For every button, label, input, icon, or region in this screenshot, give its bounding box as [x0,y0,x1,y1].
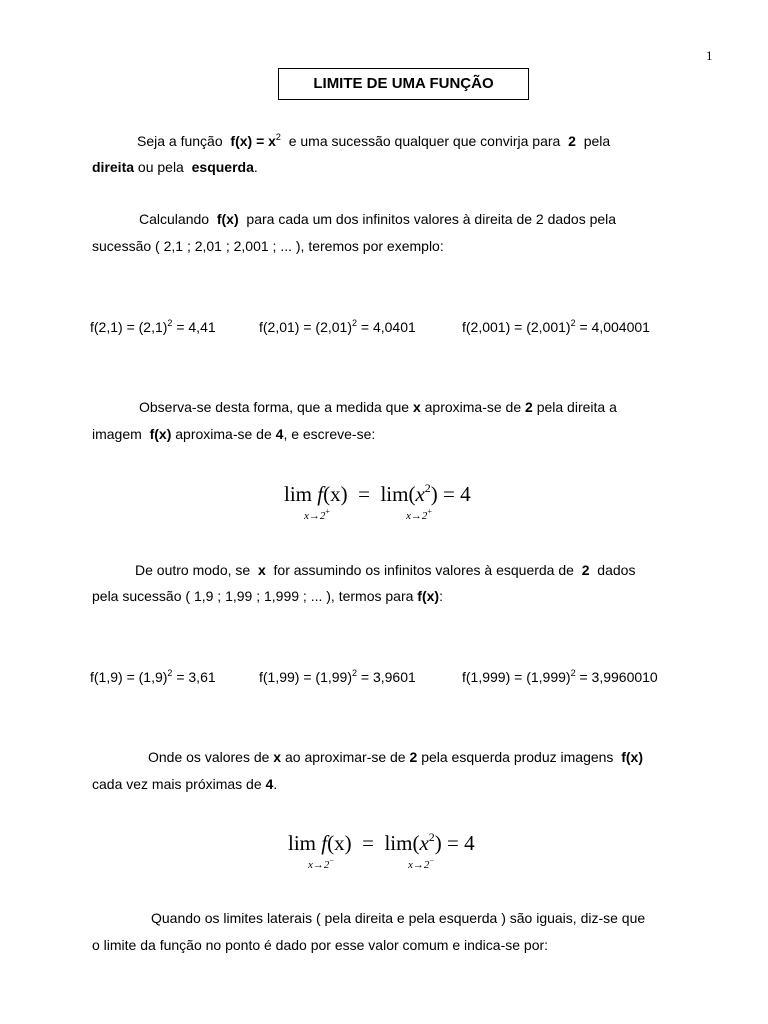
paragraph-3-line-2: imagem f(x) aproxima-se de 4, e escreve-se: [92,426,376,442]
text: Seja a função [137,133,223,149]
text: pela [583,133,611,149]
value-two: 2 [568,133,576,149]
formula-left-subscript-1: x→2− [308,856,334,871]
word-direita: direita [92,159,135,175]
paragraph-3-line-1: Observa-se desta forma, que a medida que x aproxima-se de 2 pela direita a [139,399,617,415]
function-definition: f(x) = x [230,133,276,149]
function-name: f(x) [216,211,239,227]
computed-value-right-1: $f(2,1) = (2,1)^2 = 4,41$ [90,318,216,335]
paragraph-2-line-1 [139,212,616,226]
paragraph-4-line-1: De outro modo, se x for assumindo os infinitos valores à esquerda de 2 dados [135,562,636,578]
word-esquerda: esquerda [191,159,254,175]
computed-value-left-2: $f(1,99) = (1,99)^2 = 3,9601$ [259,668,416,685]
exponent: 2 [275,132,281,142]
formula-right-subscript-1: x→2+ [304,507,330,522]
paragraph-1-line-2 [92,160,258,174]
text: . [253,159,258,175]
paragraph-1-line-1 [137,134,610,148]
formula-left-limit: $\lim f(x) = \lim(x^2) = 4$ [288,830,475,855]
formula-left-subscript-2: x→2− [408,856,434,871]
computed-value-left-1: $f(1,9) = (1,9)^2 = 3,61$ [90,668,216,685]
computed-value-right-2: $f(2,01) = (2,01)^2 = 4,0401$ [259,318,416,335]
text: para cada um dos infinitos valores à direita de 2 dados pela [246,211,617,227]
paragraph-4-line-2: pela sucessão ( 1,9 ; 1,99 ; 1,999 ; ... ), termos para f(x): [92,588,443,604]
text: e uma sucessão qualquer que convirja para [288,133,561,149]
formula-right-subscript-2: x→2+ [406,507,432,522]
computed-value-left-3: $f(1,999) = (1,999)^2 = 3,9960010$ [462,668,658,685]
paragraph-6-line-2: o limite da função no ponto é dado por esse valor comum e indica-se por: [92,937,549,953]
page-title: LIMITE DE UMA FUNÇÃO [278,68,529,100]
paragraph-2-line-2: sucessão ( 2,1 ; 2,01 ; 2,001 ; ... ), teremos por exemplo: [92,238,444,254]
formula-right-limit: $\lim f(x) = \lim(x^2) = 4$ [284,481,471,506]
paragraph-6-line-1: Quando os limites laterais ( pela direita e pela esquerda ) são iguais, diz-se que [151,910,646,926]
page-number: 1 [706,48,713,63]
paragraph-5-line-2: cada vez mais próximas de 4. [92,776,278,792]
text: Calculando [139,211,210,227]
computed-value-right-3: $f(2,001) = (2,001)^2 = 4,004001$ [462,318,650,335]
paragraph-5-line-1: Onde os valores de x ao aproximar-se de 2 pela esquerda produz imagens f(x) [148,749,643,765]
text: ou pela [137,159,184,175]
